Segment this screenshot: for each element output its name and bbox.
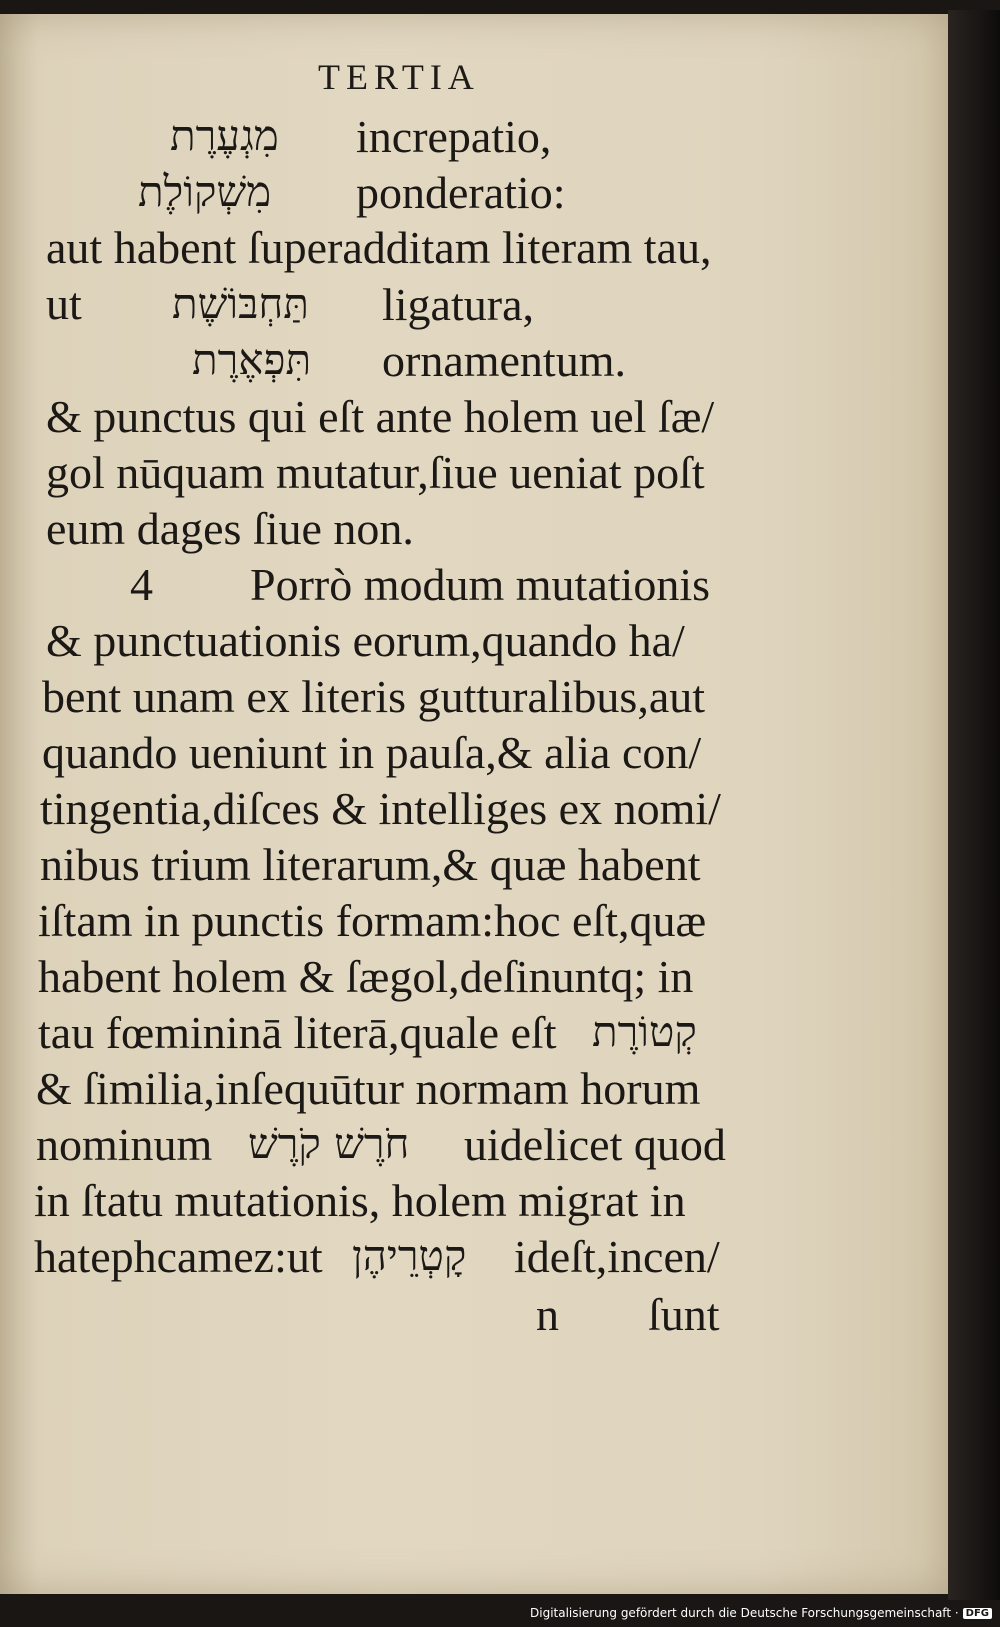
text-line	[46, 222, 712, 273]
text-line: nominum	[36, 1119, 213, 1170]
latin-gloss: ponderatio:	[356, 167, 566, 218]
page-edge	[948, 10, 1000, 1600]
text-line	[356, 111, 552, 162]
digitization-credit	[530, 1606, 992, 1620]
hebrew-word: תַּחְבּוֹשֶׁת	[172, 279, 309, 328]
latin-gloss: ornamentum.	[382, 335, 626, 386]
text-line: & ſimilia,inſequūtur normam horum	[36, 1063, 701, 1114]
catchword: ſunt	[648, 1289, 720, 1340]
text-line	[170, 112, 279, 158]
credit-text: Digitalisierung gefördert durch die Deutsche Forschungsgemeinschaft ·	[530, 1606, 959, 1620]
paragraph-number: 4	[130, 559, 153, 610]
text-line: in ſtatu mutationis, holem migrat in	[34, 1175, 686, 1226]
text-line	[172, 280, 309, 326]
text-line: quando ueniunt in pauſa,& alia con/	[42, 727, 702, 778]
text-line: nibus trium literarum,& quæ habent	[40, 839, 701, 890]
text-line	[592, 1008, 697, 1054]
line-prefix: ut	[46, 278, 82, 329]
text-line	[382, 335, 626, 386]
hebrew-word: קָטְרֵיהֶן	[352, 1231, 467, 1280]
hebrew-word: מִשְׁקוֹלֶת	[138, 167, 272, 216]
text-line	[352, 1232, 466, 1278]
hebrew-word: חֹרֶשׁ קֹרֶשׁ	[248, 1119, 410, 1168]
text-line	[138, 168, 271, 214]
running-title: TERTIA	[318, 57, 480, 97]
text-line: habent holem & ſægol,deſinuntq; in	[38, 951, 694, 1002]
text-line	[356, 167, 566, 218]
text-line	[382, 279, 534, 330]
hebrew-word: מִגְעֶרֶת	[170, 111, 279, 160]
text-line: tau fœmininā literā,quale eſt	[38, 1007, 557, 1058]
text-line	[248, 1120, 409, 1166]
text-line	[192, 336, 311, 382]
text-line: gol nūquam mutatur,ſiue ueniat poſt	[46, 447, 705, 498]
text-line: & punctuationis eorum,quando ha/	[46, 615, 685, 666]
latin-gloss: increpatio,	[356, 111, 552, 162]
text-line	[464, 1119, 726, 1170]
hebrew-word: תִּפְאֶרֶת	[192, 335, 312, 384]
text-line: iſtam in punctis formam:hoc eſt,quæ	[38, 895, 707, 946]
text-line: eum dages ſiue non.	[46, 503, 414, 554]
latin-gloss: ideſt,incen/	[514, 1231, 720, 1282]
dfg-logo: DFG	[963, 1608, 992, 1619]
text-line: hatephcamez:ut	[34, 1231, 323, 1282]
latin-gloss: uidelicet quod	[464, 1119, 726, 1170]
latin-gloss: ligatura,	[382, 279, 534, 330]
text-line: & punctus qui eſt ante holem uel ſæ/	[46, 391, 715, 442]
text-line	[514, 1231, 720, 1282]
text-line: bent unam ex literis gutturalibus,aut	[42, 671, 706, 722]
line-text: aut habent ſuperadditam literam tau,	[46, 222, 712, 273]
hebrew-word: קְטוֹרֶת	[592, 1007, 697, 1056]
signature-mark: n	[536, 1289, 559, 1340]
text-line	[46, 278, 82, 329]
text-line: Porrò modum mutationis	[250, 559, 710, 610]
text-line: tingentia,diſces & intelliges ex nomi/	[40, 783, 721, 834]
